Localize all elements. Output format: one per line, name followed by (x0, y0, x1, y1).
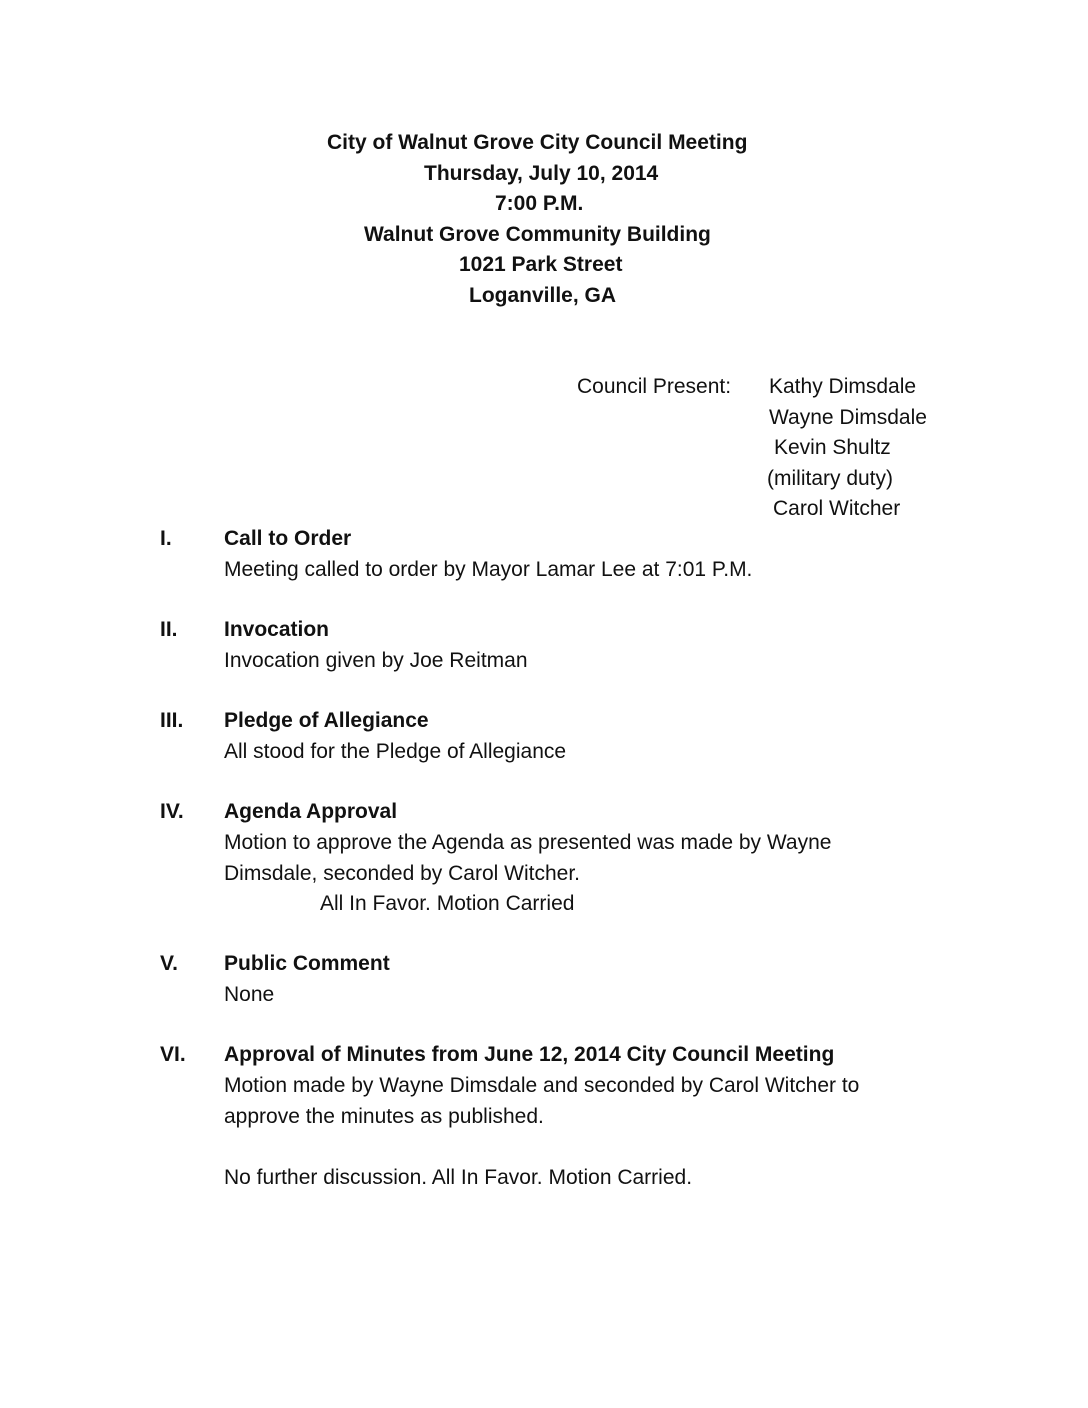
section-numeral: IV. (160, 800, 184, 823)
section-numeral: I. (160, 527, 172, 550)
meeting-title: City of Walnut Grove City Council Meeting (327, 131, 748, 154)
section-body (224, 737, 944, 768)
meeting-time: 7:00 P.M. (495, 192, 584, 215)
meeting-date: Thursday, July 10, 2014 (424, 162, 659, 185)
section-numeral: V. (160, 952, 178, 975)
section-numeral: III. (160, 709, 184, 732)
section-heading: Approval of Minutes from June 12, 2014 City Council Meeting (224, 1043, 835, 1066)
council-member: Kevin Shultz (774, 436, 891, 459)
section-text: No further discussion. All In Favor. Motion Carried. (224, 1165, 693, 1189)
section-body (224, 980, 944, 1011)
meeting-city: Loganville, GA (469, 284, 617, 307)
council-member: Wayne Dimsdale (769, 406, 927, 429)
section-body (224, 646, 944, 677)
section-heading: Call to Order (224, 527, 352, 550)
section-text: Invocation given by Joe Reitman (224, 649, 528, 672)
motion-result: All In Favor. Motion Carried (320, 892, 575, 915)
meeting-street: 1021 Park Street (459, 253, 623, 276)
section-body (224, 555, 944, 586)
section-body (224, 1071, 944, 1193)
section-text: Meeting called to order by Mayor Lamar Lee at 7:01 P.M. (224, 558, 753, 581)
section-text: Motion to approve the Agenda as presented was made by Wayne (224, 831, 832, 854)
blank-line (224, 1132, 944, 1163)
section-heading: Pledge of Allegiance (224, 709, 429, 732)
section-heading: Invocation (224, 618, 330, 641)
section-text: Motion made by Wayne Dimsdale and seconded by Carol Witcher to (224, 1074, 860, 1097)
council-member-note: (military duty) (767, 467, 894, 490)
section-numeral: VI. (160, 1043, 186, 1066)
meeting-venue: Walnut Grove Community Building (364, 223, 711, 246)
council-member: Carol Witcher (773, 497, 901, 520)
section-text: All stood for the Pledge of Allegiance (224, 740, 567, 763)
section-heading: Public Comment (224, 952, 390, 975)
section-heading: Agenda Approval (224, 800, 398, 823)
section-text: Dimsdale, seconded by Carol Witcher. (224, 861, 580, 885)
section-body (224, 828, 944, 920)
section-text: None (224, 983, 275, 1006)
section-numeral: II. (160, 618, 178, 641)
council-present-label: Council Present: (577, 375, 732, 398)
council-member: Kathy Dimsdale (769, 375, 917, 398)
section-text: approve the minutes as published. (224, 1104, 544, 1128)
